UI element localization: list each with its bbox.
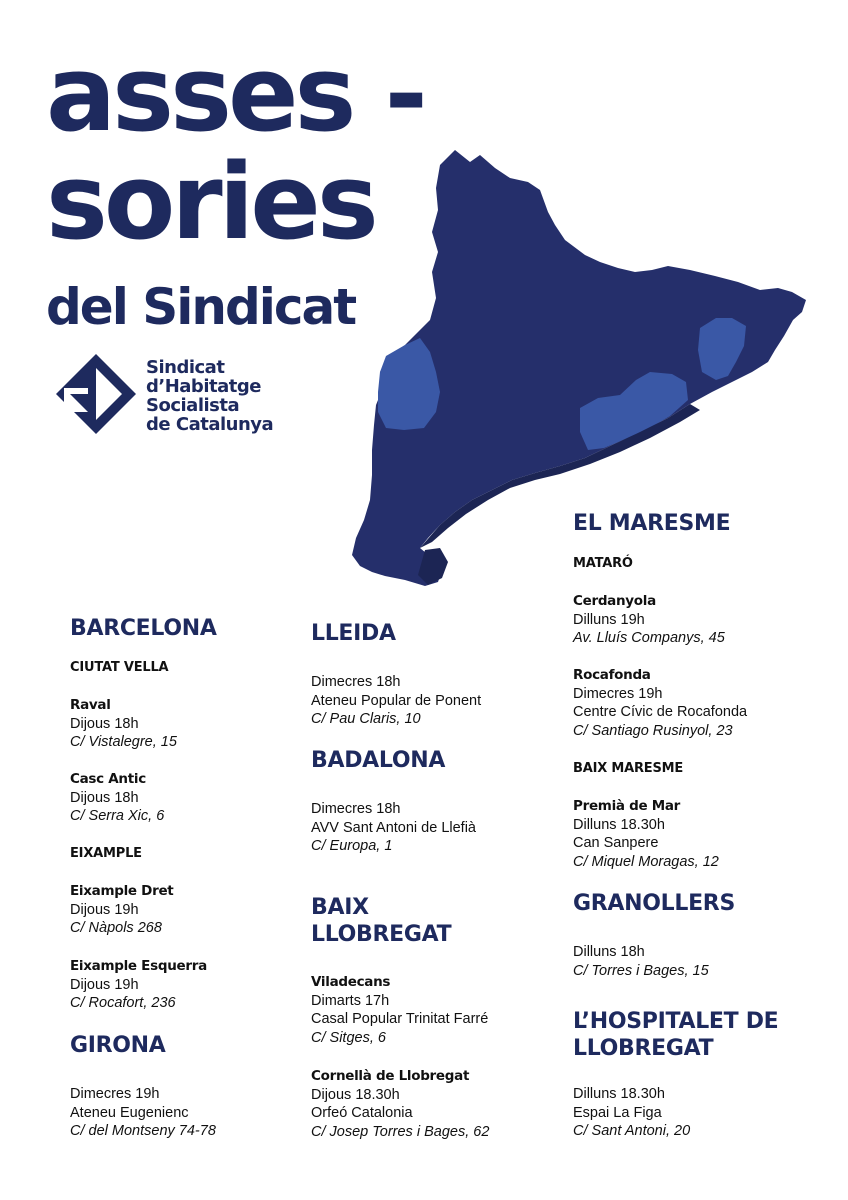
- entry-place: Casal Popular Trinitat Farré: [311, 1011, 489, 1027]
- sindicat-logo-icon: [54, 352, 138, 436]
- list-item: [70, 957, 207, 1013]
- entry-address: C/ Sitges, 6: [311, 1029, 386, 1046]
- heading-line: LLOBREGAT: [311, 922, 452, 947]
- granollers-heading: GRANOLLERS: [573, 891, 735, 916]
- entry-day: Dilluns 18.30h: [573, 816, 665, 833]
- list-item: [311, 673, 481, 729]
- entry-name: Premià de Mar: [573, 798, 681, 814]
- entry-address: C/ Vistalegre, 15: [70, 734, 177, 750]
- entry-address: Av. Lluís Companys, 45: [573, 630, 725, 646]
- entry-address: C/ Serra Xic, 6: [70, 808, 165, 824]
- baix-llobregat-heading: [311, 894, 451, 948]
- entry-address: C/ Pau Claris, 10: [311, 711, 421, 727]
- entry-day: Dijous 19h: [70, 901, 139, 918]
- entry-name: Eixample Esquerra: [70, 958, 207, 974]
- logo-line: Sindicat: [146, 357, 225, 378]
- list-item: [573, 797, 719, 871]
- entry-name: Eixample Dret: [70, 883, 174, 899]
- district-eixample: EIXAMPLE: [70, 846, 142, 861]
- entry-place: Ateneu Popular de Ponent: [311, 692, 482, 709]
- list-item: [573, 1085, 690, 1141]
- entry-day: Dilluns 18h: [573, 944, 645, 960]
- heading-line: LLOBREGAT: [573, 1036, 714, 1061]
- logo-line: Socialista: [146, 395, 240, 416]
- district-mataro: MATARÓ: [573, 556, 633, 571]
- lleida-heading: LLEIDA: [311, 621, 396, 646]
- badalona-heading: BADALONA: [311, 748, 446, 773]
- entry-day: Dilluns 19h: [573, 611, 645, 628]
- district-baix-maresme: BAIX MARESME: [573, 761, 684, 776]
- entry-day: Dilluns 18.30h: [573, 1086, 665, 1102]
- entry-name: Casc Antic: [70, 771, 146, 787]
- list-item: [573, 592, 725, 648]
- list-item: [70, 696, 177, 752]
- entry-day: Dijous 19h: [70, 976, 139, 993]
- entry-address: C/ Josep Torres i Bages, 62: [311, 1123, 490, 1140]
- entry-day: Dijous 18h: [70, 715, 139, 732]
- entry-name: Cornellà de Llobregat: [311, 1068, 470, 1084]
- list-item: [70, 1085, 216, 1141]
- entry-address: C/ del Montseny 74-78: [70, 1123, 216, 1139]
- entry-place: Ateneu Eugenienc: [70, 1104, 189, 1121]
- entry-address: C/ Nàpols 268: [70, 920, 162, 936]
- entry-day: Dijous 18.30h: [311, 1086, 400, 1103]
- entry-name: Cerdanyola: [573, 593, 656, 609]
- logo-line: d’Habitatge: [146, 376, 261, 397]
- entry-address: C/ Santiago Rusinyol, 23: [573, 722, 733, 739]
- entry-day: Dimecres 19h: [573, 685, 663, 702]
- entry-day: Dijous 18h: [70, 789, 139, 806]
- list-item: [311, 973, 488, 1047]
- title-line-3: del Sindicat: [46, 278, 356, 336]
- entry-name: Raval: [70, 697, 111, 713]
- list-item: [70, 882, 173, 938]
- entry-place: AVV Sant Antoni de Llefià: [311, 819, 476, 836]
- list-item: [573, 943, 709, 980]
- maresme-heading: EL MARESME: [573, 511, 731, 536]
- girona-heading: GIRONA: [70, 1033, 166, 1058]
- entry-place: Orfeó Catalonia: [311, 1105, 413, 1121]
- logo-line: de Catalunya: [146, 414, 274, 435]
- entry-place: Can Sanpere: [573, 835, 659, 851]
- list-item: [311, 1067, 489, 1141]
- district-ciutat-vella: CIUTAT VELLA: [70, 660, 169, 675]
- logo-text: [146, 358, 273, 434]
- list-item: [70, 770, 164, 826]
- heading-line: BAIX: [311, 895, 369, 920]
- barcelona-heading: BARCELONA: [70, 616, 217, 641]
- list-item: [573, 666, 747, 740]
- title-line-2: sories: [46, 141, 375, 263]
- entry-address: C/ Rocafort, 236: [70, 995, 176, 1011]
- entry-day: Dimecres 18h: [311, 801, 401, 817]
- entry-address: C/ Europa, 1: [311, 838, 393, 854]
- entry-day: Dimecres 19h: [70, 1086, 160, 1102]
- entry-day: Dimecres 18h: [311, 674, 401, 690]
- entry-name: Rocafonda: [573, 667, 651, 683]
- entry-place: Espai La Figa: [573, 1104, 662, 1121]
- hospitalet-heading: [573, 1008, 778, 1062]
- heading-line: L’HOSPITALET DE: [573, 1009, 779, 1034]
- title-line-1: asses -: [46, 33, 424, 155]
- entry-place: Centre Cívic de Rocafonda: [573, 704, 748, 720]
- entry-day: Dimarts 17h: [311, 992, 390, 1009]
- entry-address: C/ Torres i Bages, 15: [573, 962, 709, 979]
- list-item: [311, 800, 476, 856]
- entry-name: Viladecans: [311, 974, 391, 990]
- entry-address: C/ Sant Antoni, 20: [573, 1123, 691, 1139]
- entry-address: C/ Miquel Moragas, 12: [573, 853, 719, 870]
